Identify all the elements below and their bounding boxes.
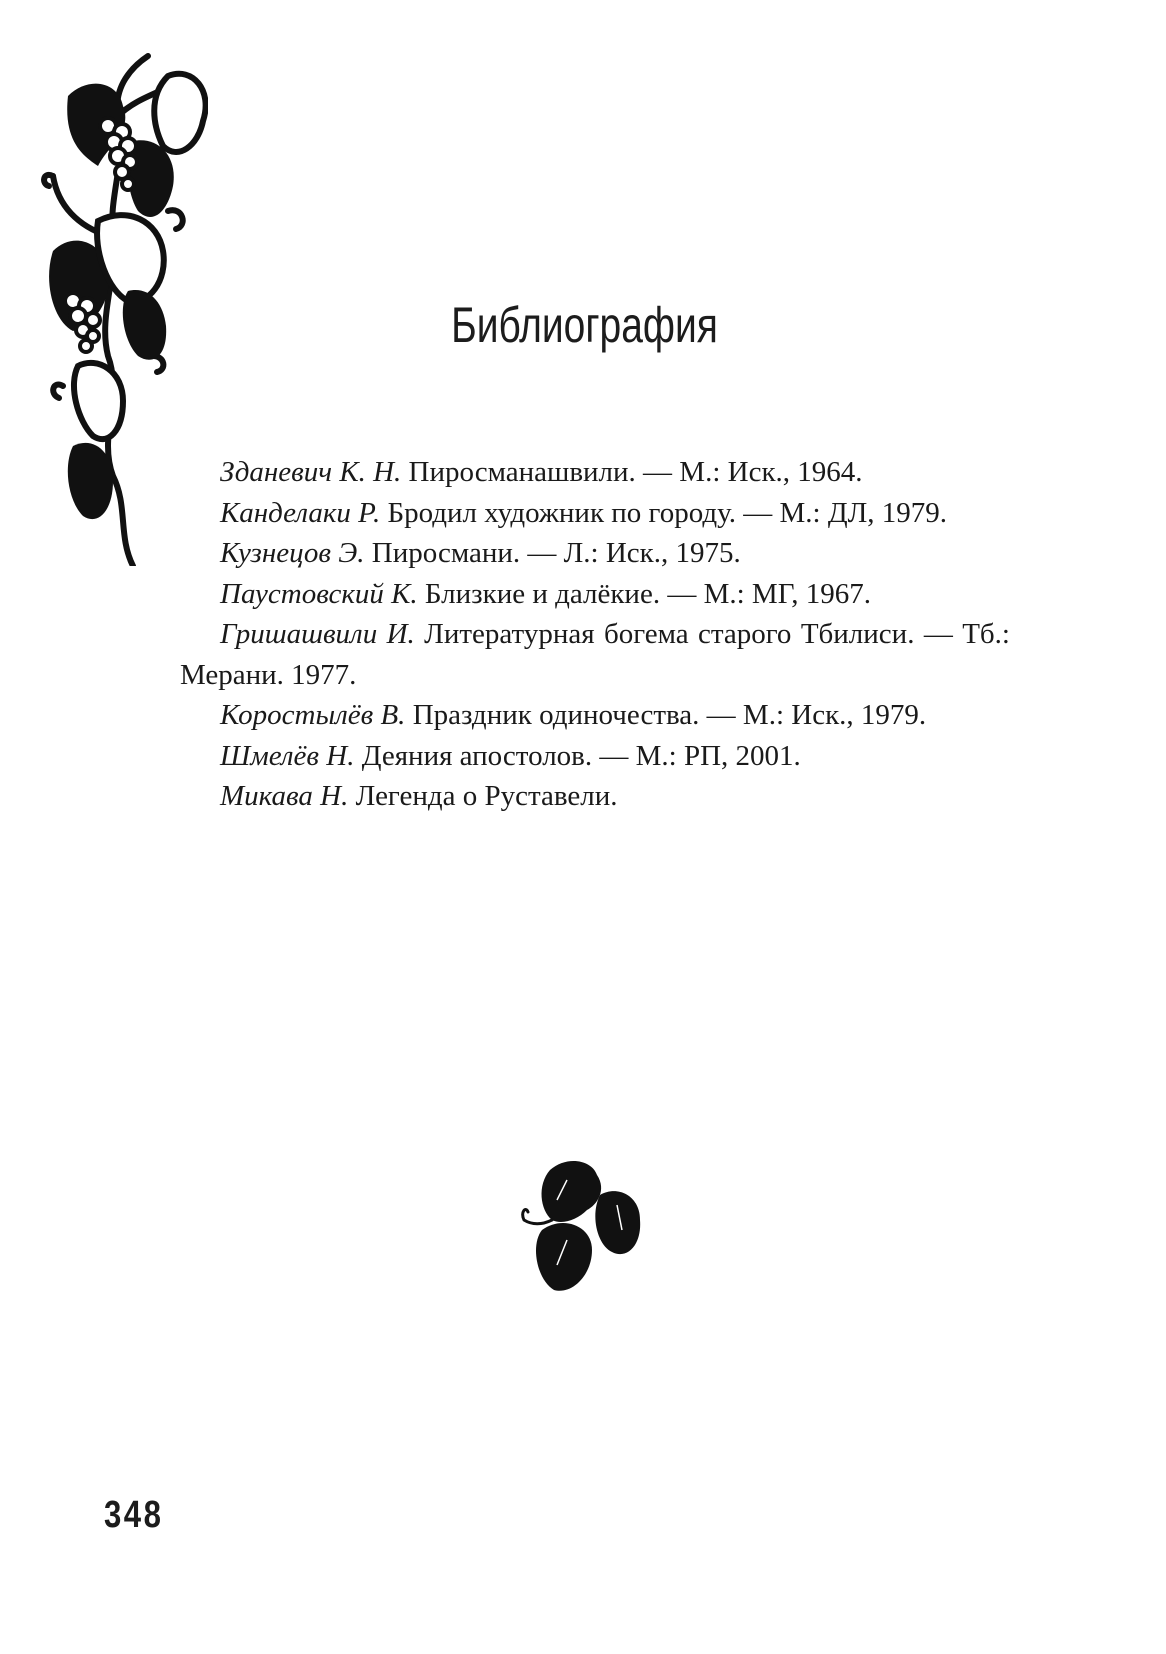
entry-text: Легенда о Руставели. (348, 780, 618, 812)
entry-author: Канделаки Р. (220, 496, 381, 529)
entry-author: Микава Н. (220, 780, 349, 812)
entry-author: Паустовский К. (220, 577, 418, 610)
entry-author: Гришашвили И. (220, 618, 415, 650)
entry-author: Шмелёв Н. (220, 739, 355, 772)
entry-text: Пиросмани. — Л.: Иск., 1975. (364, 537, 741, 569)
entry-text: Литературная богема старого Тбилиси. — Тб.: Мерани. 1977. (180, 618, 1010, 691)
bibliography-entry (180, 695, 1010, 736)
entry-author: Коростылёв В. (220, 699, 406, 731)
bibliography-entry (180, 776, 1010, 817)
bibliography-entry (180, 736, 1010, 777)
entry-text: Пиросманашвили. — М.: Иск., 1964. (401, 456, 863, 488)
entry-author: Зданевич К. Н. (220, 456, 402, 488)
page-title: Библиография (451, 296, 718, 353)
bibliography-entry (180, 452, 1010, 493)
bibliography-entry (180, 614, 1010, 695)
bibliography-list (180, 452, 1010, 817)
bibliography-entry (180, 493, 1010, 534)
entry-text: Праздник одиночества. — М.: Иск., 1979. (405, 699, 927, 731)
entry-text: Бродил художник по городу. — М.: ДЛ, 1979. (380, 496, 948, 529)
entry-author: Кузнецов Э. (220, 537, 365, 569)
entry-text: Близкие и далёкие. — М.: МГ, 1967. (417, 577, 871, 610)
entry-text: Деяния апостолов. — М.: РП, 2001. (354, 739, 801, 772)
bibliography-entry (180, 533, 1010, 574)
page-number: 348 (104, 1494, 164, 1536)
vine-leaf-ornament-icon (512, 1150, 652, 1300)
bibliography-entry (180, 574, 1010, 615)
